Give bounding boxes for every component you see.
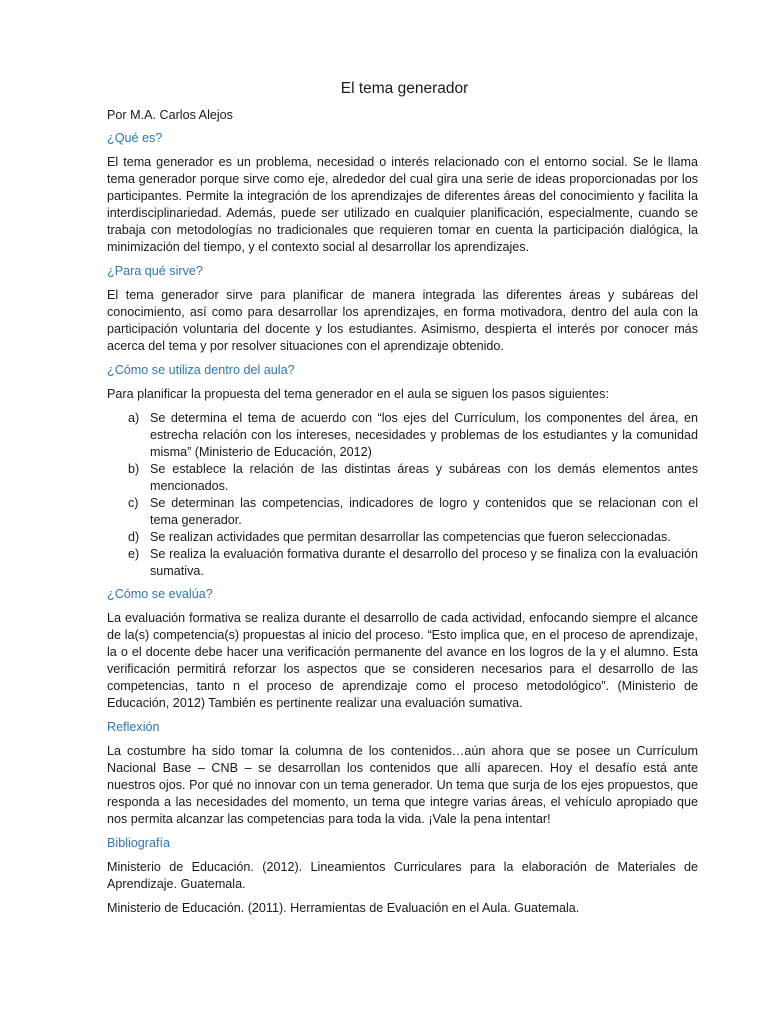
list-item-text: Se determina el tema de acuerdo con “los ejes del Currículum, los componentes del área, en estrecha relación con los intereses, necesidades y problemas de los estudiantes y la comunidad misma” (Ministerio de Educación, 2012) [150, 411, 698, 459]
heading-que-es: ¿Qué es? [107, 131, 163, 145]
document-title: El tema generador [340, 80, 469, 97]
list-item-marker: b) [128, 462, 140, 476]
bibliography-entry: Ministerio de Educación. (2011). Herramientas de Evaluación en el Aula. Guatemala. [107, 901, 580, 915]
paragraph-reflexion: La costumbre ha sido tomar la columna de los contenidos…aún ahora que se posee un Currículum Nacional Base – CNB – se desarrollan los contenidos que allí aparecen. Hoy el desafío está ante nuestros ojos. Por qué no innovar con un tema generador. Un tema que surja de los ejes propuestos, que responda a las necesidades del momento, un tema que integre varias áreas, el vehículo apropiado que nos permita alcanzar las competencias para toda la vida. ¡Vale la pena intentar! [107, 744, 698, 826]
paragraph-como-se-evalua: La evaluación formativa se realiza durante el desarrollo de cada actividad, enfocando siempre el alcance de la(s) competencia(s) propuestas al inicio del proceso. “Esto implica que, en el proceso de aprendizaje, la o el docente debe hacer una verificación permanente del avance en los logros de la y el alumno. Esta verificación permitirá reforzar los aspectos que se consideren necesarios para el desarrollo de las competencias, tanto n el proceso de aprendizaje como el proceso metodológico”. (Ministerio de Educación, 2012) También es pertinente realizar una evaluación sumativa. [107, 611, 698, 710]
heading-reflexion: Reflexión [107, 720, 160, 734]
list-item [107, 529, 698, 546]
steps-list [107, 410, 698, 580]
heading-para-que-sirve: ¿Para qué sirve? [107, 264, 203, 278]
list-item [107, 410, 698, 461]
bibliography-entry: Ministerio de Educación. (2012). Lineamientos Curriculares para la elaboración de Materiales de Aprendizaje. Guatemala. [107, 860, 698, 891]
paragraph-para-que-sirve: El tema generador sirve para planificar de manera integrada las diferentes áreas y subáreas del conocimiento, así como para desarrollar los aprendizajes, en forma motivadora, dentro del aula con la participación voluntaria del docente y los estudiantes. Asimismo, despierta el interés por conocer más acerca del tema y por resolver situaciones con el aprendizaje obtenido. [107, 288, 698, 353]
paragraph-como-se-utiliza-intro: Para planificar la propuesta del tema generador en el aula se siguen los pasos siguientes: [107, 387, 609, 401]
heading-bibliografia: Bibliografía [107, 836, 171, 850]
list-item-marker: c) [128, 496, 139, 510]
list-item-text: Se realiza la evaluación formativa durante el desarrollo del proceso y se finaliza con la evaluación sumativa. [150, 547, 698, 578]
list-item [107, 495, 698, 529]
list-item-text: Se determinan las competencias, indicadores de logro y contenidos que se relacionan con el tema generador. [150, 496, 698, 527]
list-item-text: Se establece la relación de las distintas áreas y subáreas con los demás elementos antes mencionados. [150, 462, 698, 493]
list-item-marker: a) [128, 411, 140, 425]
list-item-marker: e) [128, 547, 140, 561]
document-author: Por M.A. Carlos Alejos [107, 108, 233, 122]
list-item [107, 546, 698, 580]
list-item [107, 461, 698, 495]
list-item-marker: d) [128, 530, 140, 544]
paragraph-que-es: El tema generador es un problema, necesidad o interés relacionado con el entorno social. Se le llama tema generador porque sirve como eje, alrededor del cual gira una serie de ideas proporcionadas por los participantes. Permite la integración de los aprendizajes de diferentes áreas del conocimiento y facilita la interdisciplinariedad. Además, puede ser utilizado en cualquier planificación, especialmente, cuando se trabaja con metodologías no tradicionales que requieren tomar en cuenta la participación dialógica, la minimización del tiempo, y el contexto social al desarrollar los aprendizajes. [107, 155, 698, 254]
heading-como-se-utiliza: ¿Cómo se utiliza dentro del aula? [107, 363, 295, 377]
list-item-text: Se realizan actividades que permitan desarrollar las competencias que fueron seleccionadas. [150, 530, 671, 544]
heading-como-se-evalua: ¿Cómo se evalúa? [107, 587, 213, 601]
